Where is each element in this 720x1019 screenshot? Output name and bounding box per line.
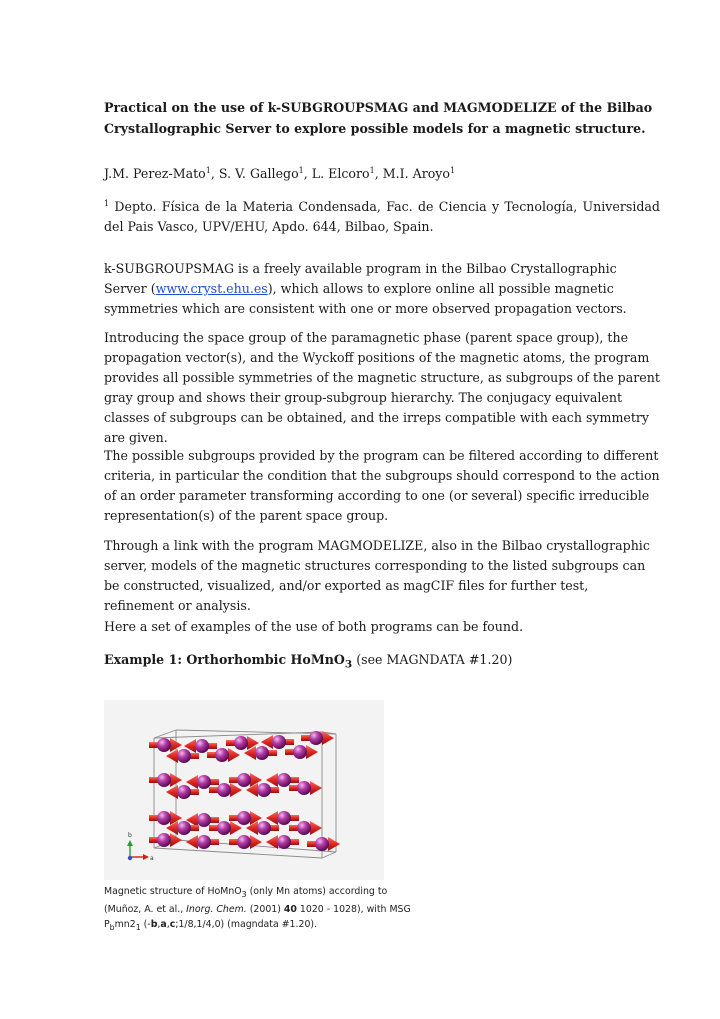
paragraph: The possible subgroups provided by the program can be filtered according to different criteria, in particular the condition that the subgroups should correspond to the action of an order parameter transforming according to one (or several) specific irreducible representation(s) of the parent space group. (104, 448, 660, 523)
author-name: J.M. Perez-Mato (104, 166, 206, 181)
mn-atom (257, 783, 271, 797)
caption-text: ;1/8,1/4,0) (magndata #1.20). (175, 918, 318, 930)
caption-journal: Inorg. Chem. (186, 903, 247, 915)
caption-text: (- (140, 918, 151, 930)
mn-atom (177, 821, 191, 835)
author-name: M.I. Aroyo (382, 166, 450, 181)
axis-indicator (127, 832, 154, 862)
mn-atom (315, 837, 329, 851)
mn-atom (297, 821, 311, 835)
paragraph: Introducing the space group of the paramagnetic phase (parent space group), the propagation vector(s), and the Wyckoff positions of the magnetic atoms, the program provides all possible symmetries of the magnetic structure, as subgroups of the parent gray group and shows their group-subgroup hierarchy. The conjugacy equivalent classes of subgroups can be obtained, and the irreps compatible with each symmetry are given. (104, 330, 660, 445)
mn-atom (197, 835, 211, 849)
affiliation-text: Depto. Física de la Materia Condensada, Fac. de Ciencia y Tecnología, Universidad del Pais Vasco, UPV/EHU, Apdo. 644, Bilbao, Spain. (104, 199, 660, 234)
mn-atom (309, 731, 323, 745)
intro-text-end: ), which allows to explore online all possible magnetic symmetries which are consistent with one or more observed propagation vectors. (104, 281, 627, 316)
author-list (104, 164, 660, 184)
author-affiliation-mark: 1 (205, 165, 211, 175)
caption-subscript: 1 (135, 922, 141, 932)
author-affiliation-mark: 1 (369, 165, 375, 175)
mn-atom (237, 811, 251, 825)
intro-text: k-SUBGROUPSMAG is a freely available program in the Bilbao Crystallographic Server ( (104, 261, 617, 296)
mn-atom (234, 736, 248, 750)
author-name: L. Elcoro (311, 166, 370, 181)
mn-atom (157, 773, 171, 787)
caption-bold: b (150, 918, 158, 930)
mn-atom (277, 773, 291, 787)
mn-atom (157, 811, 171, 825)
mn-atom (277, 835, 291, 849)
paragraph: Through a link with the program MAGMODELIZE, also in the Bilbao crystallographic server, models of the magnetic structures corresponding to the listed subgroups can be constructed, visualized, and/or exported as magCIF files for further test, refinement or analysis. (104, 538, 650, 613)
figure-caption (104, 884, 414, 935)
mn-atom (157, 833, 171, 847)
affiliation (104, 197, 660, 237)
caption-text: , (157, 918, 161, 930)
caption-text: 1020 - 1028), with MSG P (104, 903, 411, 930)
mn-atom (237, 773, 251, 787)
caption-subscript: 3 (241, 889, 247, 899)
structure-image (104, 700, 384, 880)
example-label: Example 1: Orthorhombic HoMnO (104, 652, 345, 667)
author-affiliation-mark: 1 (450, 165, 456, 175)
caption-text: (2001) (246, 903, 284, 915)
intro-paragraph (104, 259, 660, 319)
caption-text: mn2 (114, 918, 136, 930)
caption-subscript: b (109, 922, 115, 932)
mn-atom (217, 821, 231, 835)
caption-bold: c (169, 918, 176, 930)
mn-atom (237, 835, 251, 849)
example-heading (104, 650, 660, 675)
axis-b-label: b (128, 832, 132, 839)
axis-a-label: a (150, 855, 154, 862)
mn-atom (215, 748, 229, 762)
mn-atom (197, 775, 211, 789)
author-name: S. V. Gallego (218, 166, 299, 181)
author-separator: , (303, 166, 312, 181)
author-separator: , (374, 166, 383, 181)
caption-volume: 40 (283, 903, 297, 915)
mn-atom (257, 821, 271, 835)
mn-atom (297, 781, 311, 795)
mn-atom (195, 739, 209, 753)
document-title: Practical on the use of k-SUBGROUPSMAG and MAGMODELIZE of the Bilbao Crystallographic Server to explore possible models for a magnetic structure. (104, 100, 653, 136)
mn-atom (177, 749, 191, 763)
example-reference: (see MAGNDATA #1.20) (352, 652, 513, 667)
mn-atom (197, 813, 211, 827)
mn-atom (217, 783, 231, 797)
mn-atom (293, 745, 307, 759)
mn-atom (157, 738, 171, 752)
author-separator: , (210, 166, 219, 181)
mn-atom (177, 785, 191, 799)
mn-atom (272, 735, 286, 749)
caption-text: Magnetic structure of HoMnO (104, 886, 242, 897)
caption-bold: a (160, 918, 167, 930)
mn-atom (255, 746, 269, 760)
magnetic-structure-figure (104, 700, 384, 880)
caption-text: (only Mn atoms) according to (Muñoz, A. et al., (104, 886, 388, 915)
author-affiliation-mark: 1 (298, 165, 304, 175)
paragraph: Here a set of examples of the use of both programs can be found. (104, 619, 524, 634)
cryst-ehu-link[interactable]: www.cryst.ehu.es (155, 281, 268, 296)
affiliation-mark: 1 (104, 198, 110, 208)
atom-layer (149, 731, 340, 851)
example-subscript: 3 (344, 658, 353, 671)
caption-text: , (166, 918, 170, 930)
mn-atom (277, 811, 291, 825)
